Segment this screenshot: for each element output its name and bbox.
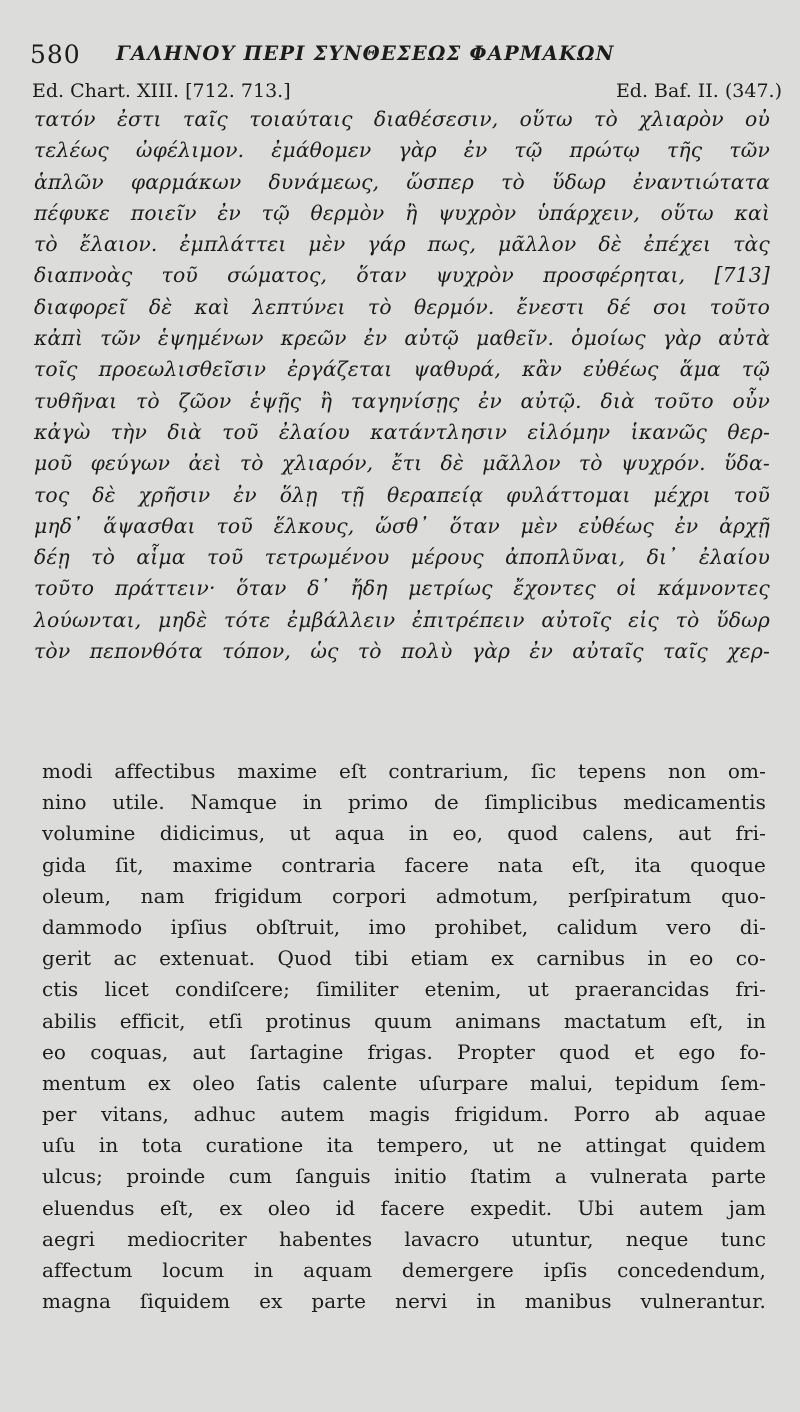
greek-line: λούωνται, μηδὲ τότε ἐμβάλλειν ἐπιτρέπειν αὐτοῖς εἰς τὸ ὕδωρ bbox=[34, 607, 770, 632]
greek-text-block bbox=[34, 104, 770, 667]
latin-line: mentum ex oleo ſatis calente uſurpare malui, tepidum ſem- bbox=[42, 1070, 766, 1095]
edition-basel: Ed. Baf. II. (347.) bbox=[615, 80, 782, 102]
latin-line: gerit ac extenuat. Quod tibi etiam ex carnibus in eo co- bbox=[42, 946, 766, 971]
latin-line: volumine didicimus, ut aqua in eo, quod calens, aut fri- bbox=[42, 821, 766, 846]
latin-line: gida ſit, maxime contraria facere nata eſt, ita quoque bbox=[42, 852, 766, 877]
latin-line: eo coquas, aut ſartagine frigas. Propter quod et ego fo- bbox=[42, 1039, 766, 1064]
latin-line: nino utile. Namque in primo de ſimplicibus medicamentis bbox=[42, 790, 766, 815]
latin-line: per vitans, adhuc autem magis frigidum. Porro ab aquae bbox=[42, 1102, 766, 1127]
latin-line: oleum, nam frigidum corpori admotum, perſpiratum quo- bbox=[42, 883, 766, 908]
greek-line: πέφυκε ποιεῖν ἐν τῷ θερμὸν ἢ ψυχρὸν ὑπάρχειν, οὕτω καὶ bbox=[34, 200, 770, 225]
edition-chartier: Ed. Chart. XIII. [712. 713.] bbox=[32, 80, 291, 102]
greek-line: κἀπὶ τῶν ἑψημένων κρεῶν ἐν αὐτῷ μαθεῖν. ὁμοίως γὰρ αὐτὰ bbox=[34, 326, 770, 351]
running-title: ΓΑΛΗΝΟΥ ΠΕΡΙ ΣΥΝΘΕΣΕΩΣ ΦΑΡΜΑΚΩΝ bbox=[116, 42, 615, 65]
greek-line: τοῖς προεωλισθεῖσιν ἐργάζεται ψαθυρά, κἂν εὐθέως ἅμα τῷ bbox=[34, 357, 770, 382]
page-number: 580 bbox=[30, 40, 81, 69]
greek-line: τατόν ἐστι ταῖς τοιαύταις διαθέσεσιν, οὕτω τὸ χλιαρὸν οὐ bbox=[34, 107, 770, 131]
greek-line: δέῃ τὸ αἷμα τοῦ τετρωμένου μέρους ἀποπλῦναι, δι᾿ ἐλαίου bbox=[34, 545, 770, 570]
latin-line: abilis efficit, etſi protinus quum animans mactatum eſt, in bbox=[42, 1008, 766, 1033]
latin-line: modi affectibus maxime eſt contrarium, ſic tepens non om- bbox=[42, 759, 766, 783]
latin-line: aegri mediocriter habentes lavacro utuntur, neque tunc bbox=[42, 1226, 766, 1251]
latin-line: magna ſiquidem ex parte nervi in manibus vulnerantur. bbox=[42, 1289, 766, 1314]
latin-line: ctis licet condiſcere; ſimiliter etenim, ut praerancidas fri- bbox=[42, 977, 766, 1002]
greek-line: διαφορεῖ δὲ καὶ λεπτύνει τὸ θερμόν. ἔνεστι δέ σοι τοῦτο bbox=[34, 294, 770, 319]
greek-line: διαπνοὰς τοῦ σώματος, ὅταν ψυχρὸν προσφέρηται, [713] bbox=[34, 263, 770, 288]
greek-line: τοῦτο πράττειν· ὅταν δ᾿ ἤδη μετρίως ἔχοντες οἱ κάμνοντες bbox=[34, 576, 770, 601]
greek-line: ἁπλῶν φαρμάκων δυνάμεως, ὥσπερ τὸ ὕδωρ ἐναντιώτατα bbox=[34, 169, 770, 194]
latin-line: eluendus eſt, ex oleo id facere expedit. Ubi autem jam bbox=[42, 1195, 766, 1220]
latin-line: dammodo ipſius obſtruit, imo prohibet, calidum vero di- bbox=[42, 914, 766, 939]
latin-line: affectum locum in aquam demergere ipſis concedendum, bbox=[42, 1258, 766, 1282]
greek-line: μηδ᾿ ἅψασθαι τοῦ ἕλκους, ὥσθ᾿ ὅταν μὲν εὐθέως ἐν ἀρχῇ bbox=[34, 513, 770, 538]
latin-line: ulcus; proinde cum ſanguis initio ſtatim a vulnerata parte bbox=[42, 1164, 766, 1189]
latin-text-block bbox=[42, 756, 766, 1317]
greek-line: μοῦ φεύγων ἀεὶ τὸ χλιαρόν, ἔτι δὲ μᾶλλον τὸ ψυχρόν. ὕδα- bbox=[34, 451, 770, 476]
greek-line: τὸν πεπονθότα τόπον, ὡς τὸ πολὺ γὰρ ἐν αὐταῖς ταῖς χερ- bbox=[34, 639, 770, 664]
latin-line: uſu in tota curatione ita tempero, ut ne attingat quidem bbox=[42, 1133, 766, 1158]
running-head bbox=[30, 38, 770, 74]
greek-line: τὸ ἔλαιον. ἐμπλάττει μὲν γάρ πως, μᾶλλον δὲ ἐπέχει τὰς bbox=[34, 232, 770, 257]
greek-line: τος δὲ χρῆσιν ἐν ὅλῃ τῇ θεραπείᾳ φυλάττομαι μέχρι τοῦ bbox=[34, 482, 770, 507]
greek-line: τυθῆναι τὸ ζῶον ἑψῇς ἢ ταγηνίσῃς ἐν αὐτῷ. διὰ τοῦτο οὖν bbox=[34, 388, 770, 413]
greek-line: τελέως ὠφέλιμον. ἐμάθομεν γὰρ ἐν τῷ πρώτῳ τῆς τῶν bbox=[34, 138, 770, 163]
greek-line: κἀγὼ τὴν διὰ τοῦ ἐλαίου κατάντλησιν εἱλόμην ἱκανῶς θερ- bbox=[34, 419, 770, 444]
